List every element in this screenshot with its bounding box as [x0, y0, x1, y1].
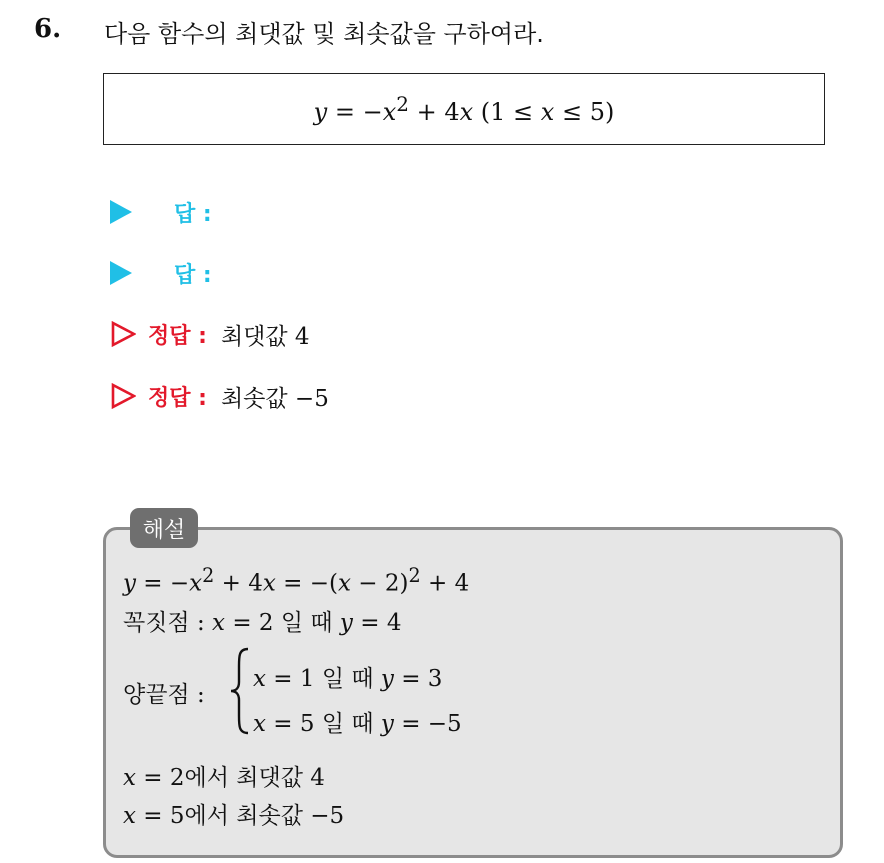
solution-term: x — [262, 570, 276, 597]
solution-line-vertex — [123, 604, 401, 637]
formula-plus: + 4 — [408, 98, 460, 126]
solution-line-1 — [123, 564, 469, 597]
solution-term: x — [253, 711, 266, 737]
correct-answer-label: 정답 : — [148, 385, 207, 411]
formula-exponent: 2 — [396, 92, 409, 116]
solution-term: = 5에서 최솟값 −5 — [135, 803, 345, 829]
correct-answer-row-1 — [110, 316, 310, 352]
solution-term: y — [339, 610, 353, 636]
solution-line-max — [123, 759, 325, 792]
solution-term: = 2 일 때 — [225, 610, 340, 636]
formula-x-3: x — [540, 98, 555, 126]
solution-line-min — [123, 797, 344, 830]
outline-triangle-icon — [110, 383, 136, 409]
solution-term: 2 — [408, 564, 421, 587]
filled-triangle-icon — [110, 200, 132, 224]
solution-term: 꼭짓점 : — [123, 610, 213, 636]
solution-endpoints-label: 양끝점 : — [123, 682, 205, 708]
solution-term: = 1 일 때 — [265, 666, 381, 692]
question-text: 다음 함수의 최댓값 및 최솟값을 구하여라. — [104, 20, 544, 48]
correct-answer-label: 정답 : — [148, 323, 207, 349]
correct-answer-row-2 — [110, 378, 329, 414]
solution-term: x — [123, 765, 136, 791]
correct-answer-value: 최댓값 4 — [220, 323, 310, 350]
solution-term: y — [380, 711, 394, 737]
solution-term: = 5 일 때 — [265, 711, 381, 737]
question-number: 6. — [34, 14, 62, 44]
solution-term: = 3 — [393, 666, 443, 692]
answer-row-2 — [110, 255, 212, 291]
solution-term: = − — [136, 570, 190, 597]
filled-triangle-icon — [110, 261, 132, 285]
function-formula-box — [103, 73, 825, 145]
solution-term: y — [380, 666, 394, 692]
solution-case-1 — [253, 660, 442, 693]
formula-y: y — [313, 98, 328, 126]
answer-row-1 — [110, 194, 212, 230]
solution-term: y — [123, 570, 136, 597]
solution-tab: 해설 — [130, 508, 198, 548]
formula-range-open: (1 ≤ — [473, 98, 541, 126]
solution-term: + 4 — [214, 570, 263, 597]
solution-term: = 2에서 최댓값 4 — [135, 765, 325, 791]
function-formula — [314, 92, 615, 126]
solution-term: x — [123, 803, 136, 829]
correct-answer-value: 최솟값 −5 — [220, 385, 329, 412]
solution-term: x — [189, 570, 203, 597]
solution-term: 2 — [202, 564, 215, 587]
solution-term: − 2) — [351, 570, 409, 597]
formula-x: x — [382, 98, 397, 126]
solution-term: x — [253, 666, 266, 692]
solution-term: + 4 — [420, 570, 470, 597]
solution-term: = −( — [275, 570, 339, 597]
solution-term: = 4 — [352, 610, 402, 636]
solution-term: x — [338, 570, 351, 597]
left-brace-icon — [228, 646, 252, 736]
formula-x-2: x — [459, 98, 474, 126]
solution-case-2 — [253, 705, 462, 738]
solution-term: = −5 — [393, 711, 462, 737]
formula-eq: = − — [327, 98, 383, 126]
answer-label: 답 : — [174, 262, 212, 288]
answer-label: 답 : — [174, 201, 212, 227]
outline-triangle-icon — [110, 321, 136, 347]
solution-term: x — [212, 610, 226, 636]
formula-range-close: ≤ 5) — [554, 98, 615, 126]
